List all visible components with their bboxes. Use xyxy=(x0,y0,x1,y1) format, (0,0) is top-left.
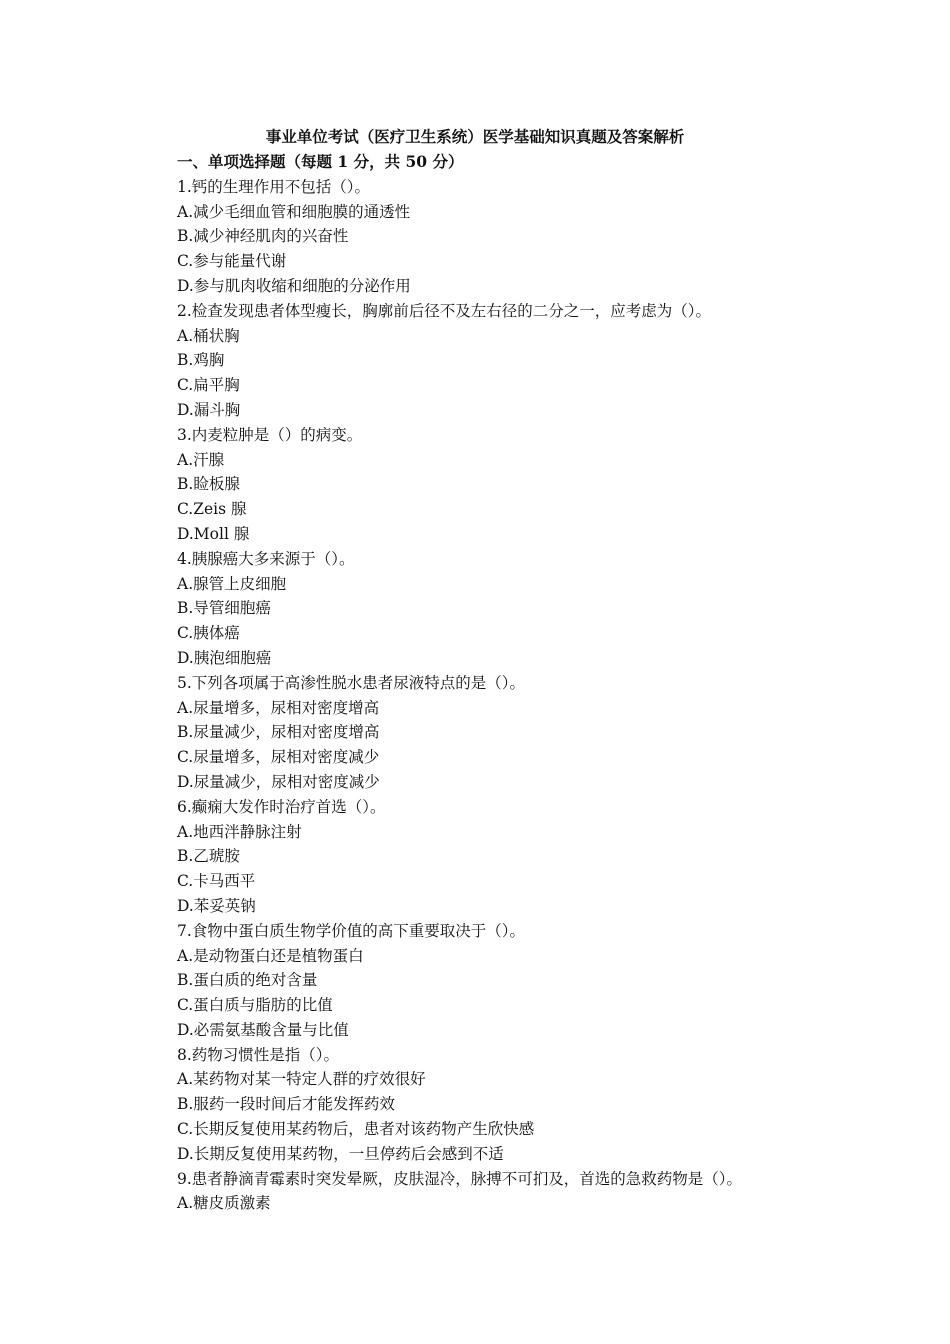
option-6b: B.乙琥胺 xyxy=(177,847,240,866)
document-title: 事业单位考试（医疗卫生系统）医学基础知识真题及答案解析 xyxy=(265,127,685,146)
option-1d: D.参与肌肉收缩和细胞的分泌作用 xyxy=(177,276,411,295)
option-5a: A.尿量增多，尿相对密度增高 xyxy=(177,698,380,717)
option-7d: D.必需氨基酸含量与比值 xyxy=(177,1020,349,1039)
option-1a: A.减少毛细血管和细胞膜的通透性 xyxy=(177,202,411,221)
question-3: 3.内麦粒肿是（）的病变。 xyxy=(177,425,363,444)
option-8b: B.服药一段时间后才能发挥药效 xyxy=(177,1095,395,1114)
option-6a: A.地西泮静脉注射 xyxy=(177,822,302,841)
option-5b: B.尿量减少，尿相对密度增高 xyxy=(177,723,380,742)
option-2c: C.扁平胸 xyxy=(177,376,240,395)
option-7c: C.蛋白质与脂肪的比值 xyxy=(177,996,333,1015)
option-9a: A.糖皮质激素 xyxy=(177,1194,271,1213)
question-5: 5.下列各项属于高渗性脱水患者尿液特点的是（）。 xyxy=(177,673,526,692)
option-3d: D.Moll 腺 xyxy=(177,524,250,543)
option-2b: B.鸡胸 xyxy=(177,351,225,370)
option-5d: D.尿量减少，尿相对密度减少 xyxy=(177,772,380,791)
question-7: 7.食物中蛋白质生物学价值的高下重要取决于（）。 xyxy=(177,921,526,940)
option-3b: B.睑板腺 xyxy=(177,475,240,494)
option-8a: A.某药物对某一特定人群的疗效很好 xyxy=(177,1070,426,1089)
question-8: 8.药物习惯性是指（）。 xyxy=(177,1045,340,1064)
option-4c: C.胰体癌 xyxy=(177,624,240,643)
document-body xyxy=(177,150,857,1216)
option-7a: A.是动物蛋白还是植物蛋白 xyxy=(177,946,364,965)
option-3c: C.Zeis 腺 xyxy=(177,500,247,519)
question-9: 9.患者静滴青霉素时突发晕厥，皮肤湿冷，脉搏不可扪及，首选的急救药物是（）。 xyxy=(177,1169,743,1188)
option-2a: A.桶状胸 xyxy=(177,326,240,345)
option-7b: B.蛋白质的绝对含量 xyxy=(177,971,318,990)
question-1: 1.钙的生理作用不包括（）。 xyxy=(177,177,371,196)
option-4b: B.导管细胞癌 xyxy=(177,599,271,618)
section-heading: 一、单项选择题（每题 1 分，共 50 分） xyxy=(177,152,464,171)
question-2: 2.检查发现患者体型瘦长，胸廓前后径不及左右径的二分之一，应考虑为（）。 xyxy=(177,301,712,320)
option-8c: C.长期反复使用某药物后，患者对该药物产生欣快感 xyxy=(177,1120,535,1139)
option-4a: A.腺管上皮细胞 xyxy=(177,574,287,593)
question-list xyxy=(177,175,857,1216)
option-1b: B.减少神经肌肉的兴奋性 xyxy=(177,227,349,246)
question-6: 6.癫痫大发作时治疗首选（）。 xyxy=(177,797,386,816)
option-8d: D.长期反复使用某药物，一旦停药后会感到不适 xyxy=(177,1144,504,1163)
option-1c: C.参与能量代谢 xyxy=(177,252,287,271)
option-3a: A.汗腺 xyxy=(177,450,225,469)
option-6d: D.苯妥英钠 xyxy=(177,896,256,915)
question-4: 4.胰腺癌大多来源于（）。 xyxy=(177,549,355,568)
option-6c: C.卡马西平 xyxy=(177,872,256,891)
option-5c: C.尿量增多，尿相对密度减少 xyxy=(177,748,380,767)
option-2d: D.漏斗胸 xyxy=(177,400,241,419)
option-4d: D.胰泡细胞癌 xyxy=(177,648,272,667)
